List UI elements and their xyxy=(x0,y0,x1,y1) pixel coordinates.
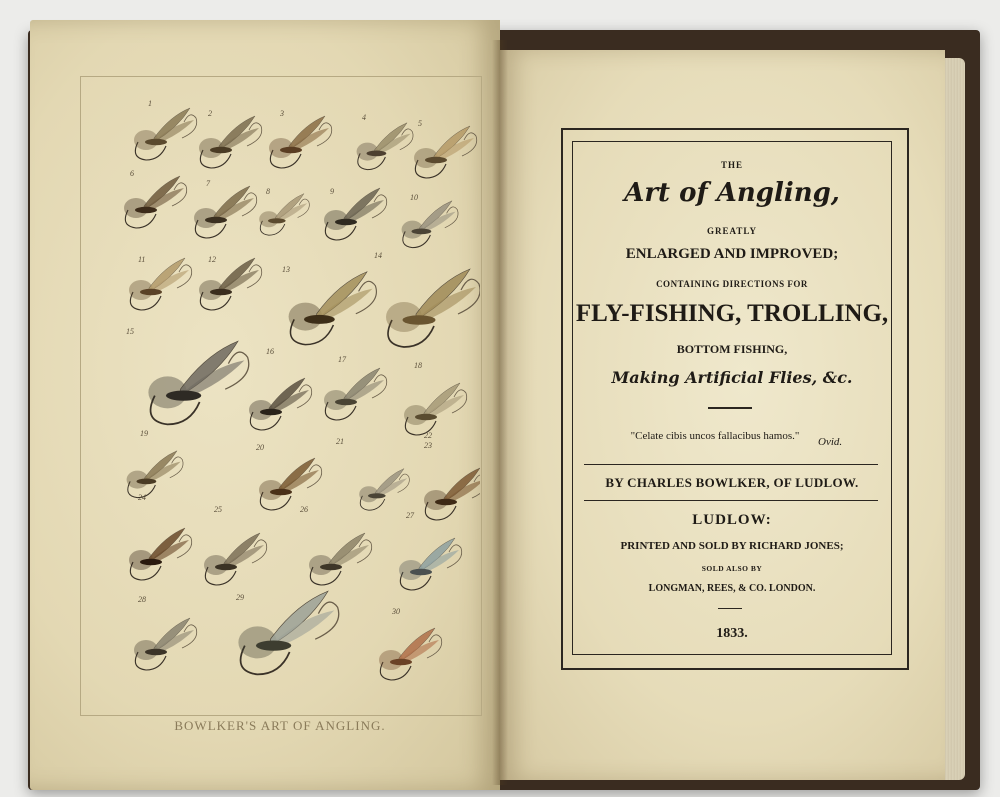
fly-number-label: 1 xyxy=(148,99,152,108)
fly-number-label: 8 xyxy=(266,187,270,196)
fly-illustration xyxy=(238,591,338,674)
fly-number-label: 15 xyxy=(126,327,134,336)
fly-illustration xyxy=(127,451,183,498)
title-rule xyxy=(708,407,752,409)
fly-illustration xyxy=(129,258,192,310)
book-gutter xyxy=(492,40,508,785)
fly-illustration xyxy=(199,258,262,310)
fly-number-label: 4 xyxy=(362,113,366,122)
fly-number-label: 2 xyxy=(208,109,212,118)
imprint-year: 1833. xyxy=(716,626,748,641)
fly-number-label: 26 xyxy=(300,505,308,514)
fly-illustration xyxy=(249,378,312,430)
fly-number-label: 6 xyxy=(130,169,134,178)
plate-caption: BOWLKER'S ART OF ANGLING. xyxy=(174,718,386,733)
fly-illustration xyxy=(399,538,462,590)
imprint-sold-also: SOLD ALSO BY xyxy=(701,564,763,573)
fly-illustration xyxy=(309,533,372,585)
title-the: THE xyxy=(720,160,743,170)
fly-number-label: 30 xyxy=(392,607,400,616)
fly-number-label: 3 xyxy=(280,109,284,118)
book-title: Art of Angling, xyxy=(624,178,840,208)
author-divider-bottom xyxy=(584,500,878,501)
fly-number-label: 10 xyxy=(410,193,418,202)
title-greatly: GREATLY xyxy=(706,226,757,236)
fly-illustration xyxy=(359,469,409,511)
fly-illustration xyxy=(357,123,413,170)
fly-plate-illustration xyxy=(80,76,480,714)
fly-number-label: 5 xyxy=(418,119,422,128)
title-making-flies: Making Artificial Flies, &c. xyxy=(611,368,853,387)
fly-number-label: 21 xyxy=(336,437,344,446)
author-divider-top xyxy=(584,464,878,465)
fly-illustration xyxy=(324,368,387,420)
fly-number-label: 11 xyxy=(138,255,146,264)
motto: "Celate cibis uncos fallacibus hamos." xyxy=(630,430,800,442)
fly-number-label: 17 xyxy=(338,355,346,364)
title-fly-fishing: FLY-FISHING, TROLLING, xyxy=(575,300,889,327)
fly-illustration xyxy=(129,528,192,580)
title-border-inner xyxy=(572,141,892,655)
title-containing: CONTAINING DIRECTIONS FOR xyxy=(656,279,808,289)
fly-number-label: 23 xyxy=(424,441,432,450)
imprint-longman: LONGMAN, REES, & CO. LONDON. xyxy=(648,583,816,594)
fly-number-label: 9 xyxy=(330,187,334,196)
fly-illustration xyxy=(424,468,480,520)
fly-number-label: 25 xyxy=(214,505,222,514)
fly-number-label: 28 xyxy=(138,595,146,604)
fly-illustration xyxy=(259,194,309,236)
fly-illustration xyxy=(414,126,477,178)
imprint-printer: PRINTED AND SOLD BY RICHARD JONES; xyxy=(620,540,844,552)
fly-illustration xyxy=(269,116,332,168)
motto-source: Ovid. xyxy=(818,436,843,448)
imprint-place: LUDLOW: xyxy=(692,512,772,528)
fly-illustration xyxy=(289,272,377,345)
fly-illustration xyxy=(204,533,267,585)
fly-number-label: 29 xyxy=(236,593,244,602)
fly-illustration xyxy=(379,628,442,680)
fly-number-label: 12 xyxy=(208,255,216,264)
fly-illustration xyxy=(386,269,480,347)
fly-illustration xyxy=(199,116,262,168)
fly-number-label: 22 xyxy=(424,431,432,440)
fly-number-label: 14 xyxy=(374,251,382,260)
fly-number-label: 27 xyxy=(406,511,414,520)
title-enlarged: ENLARGED AND IMPROVED; xyxy=(625,246,839,262)
imprint-rule xyxy=(718,608,742,609)
fly-number-label: 18 xyxy=(414,361,422,370)
fly-illustration xyxy=(134,618,197,670)
title-bottom-fishing: BOTTOM FISHING, xyxy=(676,342,788,356)
fly-illustration xyxy=(404,383,467,435)
author-line: BY CHARLES BOWLKER, OF LUDLOW. xyxy=(605,475,859,490)
fly-number-label: 19 xyxy=(140,429,148,438)
fly-number-label: 16 xyxy=(266,347,274,356)
fly-illustration xyxy=(148,341,248,424)
fly-illustration xyxy=(194,186,257,238)
fly-number-label: 24 xyxy=(138,493,146,502)
fly-number-label: 13 xyxy=(282,265,290,274)
fly-number-label: 20 xyxy=(256,443,264,452)
fly-illustration xyxy=(134,108,197,160)
fly-illustration xyxy=(124,176,187,228)
fly-illustration xyxy=(402,201,458,248)
fly-number-label: 7 xyxy=(206,179,210,188)
fly-illustration xyxy=(259,458,322,510)
